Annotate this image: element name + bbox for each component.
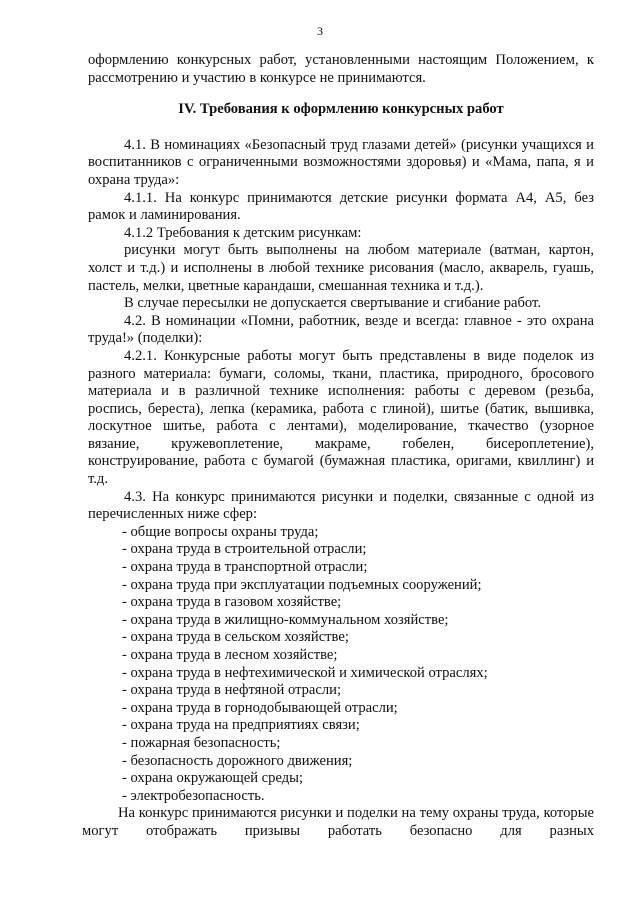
list-item: - охрана труда в сельском хозяйстве; <box>122 629 349 646</box>
list-item: - безопасность дорожного движения; <box>122 752 353 769</box>
list-item: - охрана труда в транспортной отрасли; <box>122 559 368 576</box>
paragraph-4-2-1: 4.2.1. Конкурсные работы могут быть представлены в виде поделок из разного материала: бумаги, соломы, ткани, пластика, природного, бросового материала и в различной технике исполнения: работы с деревом (резьба, роспись, береста), лепка (керамика, работа с глиной), шитье (батик, вышивка, лоскутное шитье, работа с лентами), моделирование, ткачество (узорное вязание, кружевоплетение, макраме, гобелен, бисероплетение), конструирование, работа с бумагой (бумажная пластика, оригами, квиллинг) и т.д. <box>88 347 594 488</box>
list-item: - охрана труда в нефтяной отрасли; <box>122 682 342 699</box>
list-item: - охрана труда в горнодобывающей отрасли; <box>122 699 398 716</box>
paragraph-drawings: рисунки могут быть выполнены на любом материале (ватман, картон, холст и т.д.) и исполнены в любой технике рисования (масло, акварель, гуашь, пастель, мелки, цветные карандаши, смешанная техника и т.д.). <box>88 242 594 294</box>
list-item: - пожарная безопасность; <box>122 734 281 751</box>
list-item: - охрана труда в газовом хозяйстве; <box>122 594 342 611</box>
paragraph-4-1-1: 4.1.1. На конкурс принимаются детские рисунки формата А4, А5, без рамок и ламинирования. <box>88 189 594 224</box>
list-item: - охрана труда в нефтехимической и химической отраслях; <box>122 664 488 681</box>
page-number: 3 <box>317 24 323 38</box>
document-body <box>82 52 594 841</box>
list-item: - охрана труда на предприятиях связи; <box>122 717 360 734</box>
paragraph-4-2: 4.2. В номинации «Помни, работник, везде и всегда: главное - это охрана труда!» (поделки): <box>88 312 594 347</box>
list-item: - охрана труда при эксплуатации подъемных сооружений; <box>122 576 482 593</box>
list-item: - общие вопросы охраны труда; <box>122 523 319 540</box>
section-title: IV. Требования к оформлению конкурсных работ <box>178 101 504 118</box>
paragraph-4-1: 4.1. В номинациях «Безопасный труд глазами детей» (рисунки учащихся и воспитанников с ограниченными возможностями здоровья) и «Мама, папа, я и охрана труда»: <box>88 136 594 188</box>
list-item: - электробезопасность. <box>122 787 265 804</box>
list-item: - охрана окружающей среды; <box>122 770 304 787</box>
paragraph-final: На конкурс принимаются рисунки и поделки на тему охраны труда, которые могут отображать призывы работать безопасно для разных <box>82 805 594 839</box>
paragraph-4-3: 4.3. На конкурс принимаются рисунки и поделки, связанные с одной из перечисленных ниже сфер: <box>88 488 594 523</box>
intro-paragraph: оформлению конкурсных работ, установленными настоящим Положением, к рассмотрению и участию в конкурсе не принимаются. <box>88 52 594 86</box>
list-item: - охрана труда в лесном хозяйстве; <box>122 647 338 663</box>
list-item: - охрана труда в жилищно-коммунальном хозяйстве; <box>122 611 449 628</box>
paragraph-mailing: В случае пересылки не допускается свертывание и сгибание работ. <box>124 295 541 312</box>
list-item: - охрана труда в строительной отрасли; <box>122 541 367 558</box>
paragraph-4-1-2: 4.1.2 Требования к детским рисункам: <box>124 224 362 241</box>
spheres-list <box>88 524 594 806</box>
